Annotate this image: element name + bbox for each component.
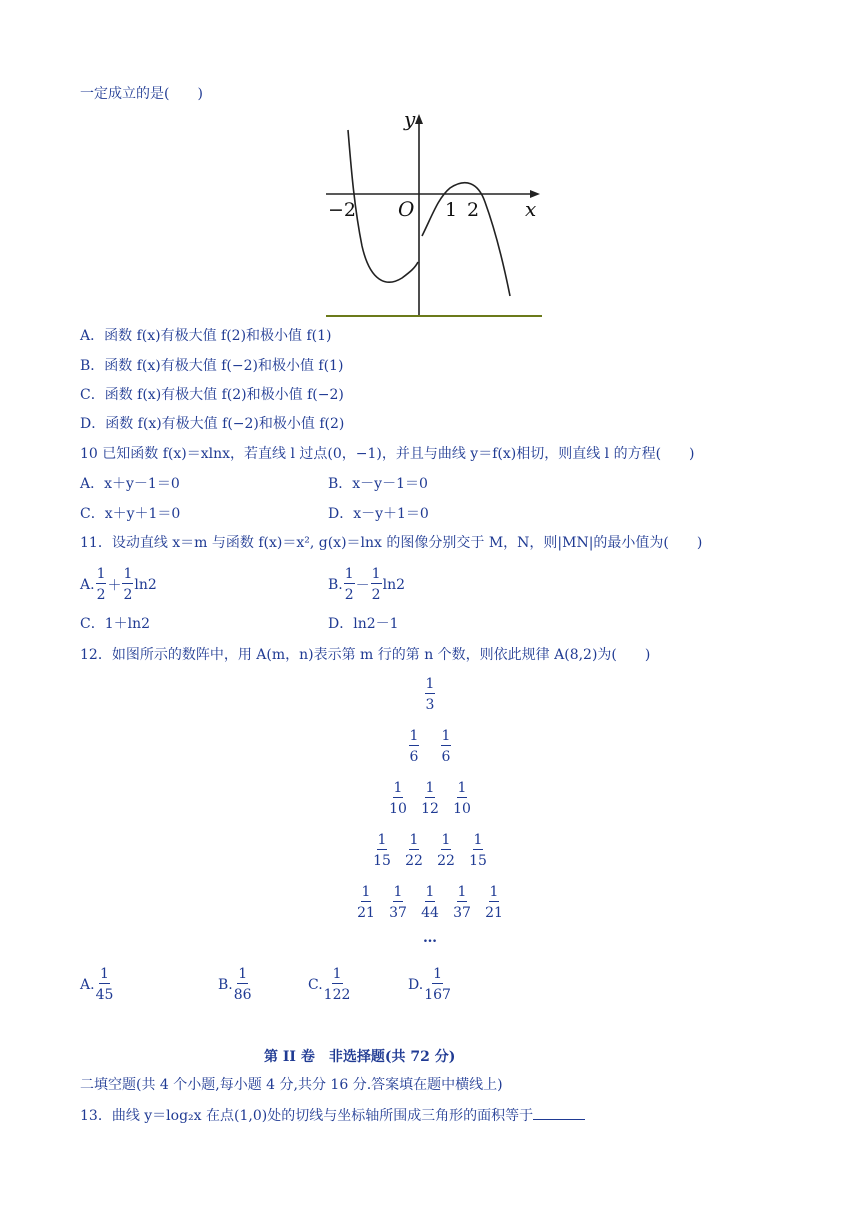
section-2-title: 第 II 卷 非选择题(共 72 分): [264, 1049, 456, 1065]
curve-right: [422, 183, 510, 296]
triangle-entry: $\frac{1}{3}$: [425, 676, 435, 713]
fraction: $\frac{1}{167}$: [424, 966, 451, 1003]
triangle-entry: $\frac{1}{6}$: [441, 728, 451, 765]
q11-option-d[interactable]: D．ln2－1: [328, 616, 399, 632]
fraction: $\frac{1}{2}$: [371, 566, 381, 603]
q13-stem: 13．曲线 y＝log₂x 在点(1,0)处的切线与坐标轴所围成三角形的面积等于: [80, 1105, 585, 1126]
triangle-entry: $\frac{1}{6}$: [409, 728, 419, 765]
origin-label: O: [398, 197, 415, 221]
triangle-row: [0, 676, 860, 713]
triangle-entry: $\frac{1}{37}$: [453, 884, 471, 921]
tick-label-2: 2: [467, 199, 480, 221]
q9-option-d[interactable]: D．函数 f(x)有极大值 f(−2)和极小值 f(2): [80, 416, 345, 432]
triangle-row: [0, 884, 860, 921]
triangle-entry: $\frac{1}{44}$: [421, 884, 439, 921]
triangle-row: [0, 780, 860, 817]
q12-stem: 12．如图所示的数阵中，用 A(m，n)表示第 m 行的第 n 个数，则依此规律 A(8,2)为( ): [80, 647, 651, 663]
q10-stem: 10 已知函数 f(x)＝xlnx，若直线 l 过点(0，−1)，并且与曲线 y＝f(x)相切，则直线 l 的方程( ): [80, 446, 695, 462]
x-axis-label: x: [525, 197, 537, 221]
q12-option-a[interactable]: A. $\frac{1}{45}$: [80, 966, 114, 1003]
q9-option-c[interactable]: C．函数 f(x)有极大值 f(2)和极小值 f(−2): [80, 387, 344, 403]
q12-option-d[interactable]: D. $\frac{1}{167}$: [408, 966, 451, 1003]
triangle-entry: $\frac{1}{15}$: [373, 832, 391, 869]
fraction: $\frac{1}{2}$: [123, 566, 133, 603]
triangle-entry: $\frac{1}{10}$: [453, 780, 471, 817]
triangle-entry: $\frac{1}{22}$: [437, 832, 455, 869]
q10-option-d[interactable]: D．x－y＋1＝0: [328, 506, 429, 522]
triangle-row: [0, 728, 860, 765]
y-axis-label: y: [404, 107, 416, 131]
triangle-entry: $\frac{1}{15}$: [469, 832, 487, 869]
q11-option-c[interactable]: C．1＋ln2: [80, 616, 151, 632]
triangle-entry: $\frac{1}{10}$: [389, 780, 407, 817]
function-graph: [320, 106, 550, 322]
q12-option-c[interactable]: C. $\frac{1}{122}$: [308, 966, 351, 1003]
tick-label-1: 1: [445, 199, 458, 221]
triangle-entry: $\frac{1}{37}$: [389, 884, 407, 921]
fraction: $\frac{1}{122}$: [323, 966, 351, 1003]
triangle-entry: $\frac{1}{21}$: [485, 884, 503, 921]
q12-option-b[interactable]: B. $\frac{1}{86}$: [218, 966, 252, 1003]
q10-option-b[interactable]: B．x－y－1＝0: [328, 476, 428, 492]
fraction: $\frac{1}{86}$: [233, 966, 252, 1003]
q9-option-b[interactable]: B．函数 f(x)有极大值 f(−2)和极小值 f(1): [80, 358, 344, 374]
q9-stem-tail: 一定成立的是( ): [80, 86, 203, 102]
q10-option-c[interactable]: C．x＋y＋1＝0: [80, 506, 181, 522]
q9-option-a[interactable]: A．函数 f(x)有极大值 f(2)和极小值 f(1): [80, 328, 332, 344]
tick-label-neg2: −2: [328, 199, 357, 221]
q11-option-b[interactable]: B. $\frac{1}{2}$ － $\frac{1}{2}$ ln2: [328, 566, 405, 603]
fraction: $\frac{1}{45}$: [95, 966, 114, 1003]
q10-option-a[interactable]: A．x＋y－1＝0: [80, 476, 180, 492]
answer-blank[interactable]: [533, 1105, 585, 1120]
section-2-instruction: 二填空题(共 4 个小题,每小题 4 分,共分 16 分.答案填在题中横线上): [80, 1077, 503, 1093]
triangle-ellipsis: …: [423, 930, 437, 946]
triangle-row: [0, 832, 860, 869]
fraction: $\frac{1}{2}$: [344, 566, 354, 603]
y-axis-arrow: [415, 114, 423, 124]
fraction: $\frac{1}{2}$: [96, 566, 106, 603]
q11-option-a[interactable]: A. $\frac{1}{2}$ ＋ $\frac{1}{2}$ ln2: [80, 566, 157, 603]
triangle-entry: $\frac{1}{12}$: [421, 780, 439, 817]
q11-stem: 11．设动直线 x＝m 与函数 f(x)＝x², g(x)＝lnx 的图像分别交于 M，N，则|MN|的最小值为( ): [80, 535, 703, 551]
triangle-entry: $\frac{1}{21}$: [357, 884, 375, 921]
triangle-entry: $\frac{1}{22}$: [405, 832, 423, 869]
